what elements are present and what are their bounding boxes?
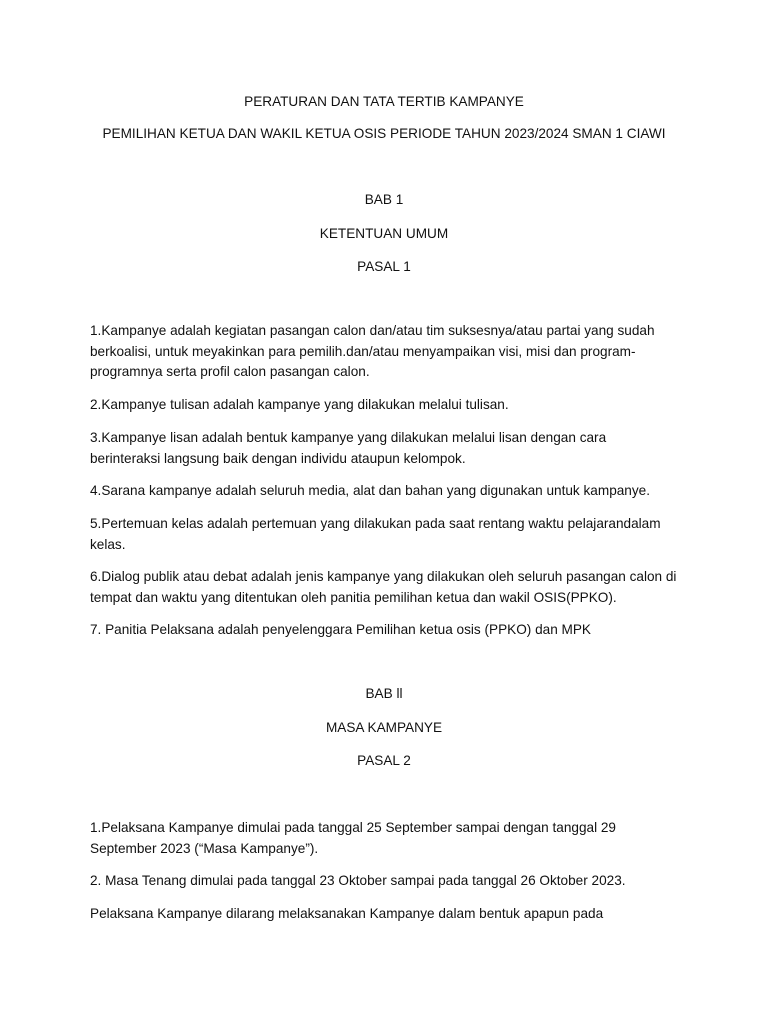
pasal1-item-7: 7. Panitia Pelaksana adalah penyelenggara Pemilihan ketua osis (PPKO) dan MPK — [90, 622, 592, 637]
bab1-subheading: KETENTUAN UMUM — [319, 226, 449, 241]
bab2-heading: BAB ll — [365, 686, 403, 701]
pasal1-item-5: 5.Pertemuan kelas adalah pertemuan yang dilakukan pada saat rentang waktu pelajarandalam kelas. — [90, 516, 661, 552]
bab1-heading: BAB 1 — [364, 192, 404, 207]
pasal2-item-1: 1.Pelaksana Kampanye dimulai pada tanggal 25 September sampai dengan tanggal 29 September 2023 (“Masa Kampanye”). — [90, 820, 616, 856]
pasal1-item-3: 3.Kampanye lisan adalah bentuk kampanye yang dilakukan melalui lisan dengan cara berinteraksi langsung baik dengan individu ataupun kelompok. — [90, 430, 607, 466]
pasal2-heading: PASAL 2 — [357, 753, 411, 768]
pasal1-item-1: 1.Kampanye adalah kegiatan pasangan calon dan/atau tim suksesnya/atau partai yang sudah berkoalisi, untuk meyakinkan para pemilih.dan/atau menyampaikan visi, misi dan program-programnya serta profil calon pasangan calon. — [90, 323, 655, 379]
pasal1-item-6: 6.Dialog publik atau debat adalah jenis kampanye yang dilakukan oleh seluruh pasangan calon di tempat dan waktu yang ditentukan oleh panitia pemilihan ketua dan wakil OSIS(PPKO). — [90, 569, 677, 605]
document-subtitle: PEMILIHAN KETUA DAN WAKIL KETUA OSIS PERIODE TAHUN 2023/2024 SMAN 1 CIAWI — [102, 126, 666, 141]
pasal2-item-2: 2. Masa Tenang dimulai pada tanggal 23 Oktober sampai pada tanggal 26 Oktober 2023. — [90, 873, 626, 888]
bab2-subheading: MASA KAMPANYE — [325, 720, 443, 735]
pasal1-heading: PASAL 1 — [357, 259, 411, 274]
pasal2-item-3: Pelaksana Kampanye dilarang melaksanakan Kampanye dalam bentuk apapun pada — [90, 906, 604, 921]
document-title: PERATURAN DAN TATA TERTIB KAMPANYE — [244, 94, 524, 109]
pasal1-item-2: 2.Kampanye tulisan adalah kampanye yang dilakukan melalui tulisan. — [90, 397, 509, 412]
pasal1-item-4: 4.Sarana kampanye adalah seluruh media, alat dan bahan yang digunakan untuk kampanye. — [90, 483, 651, 498]
